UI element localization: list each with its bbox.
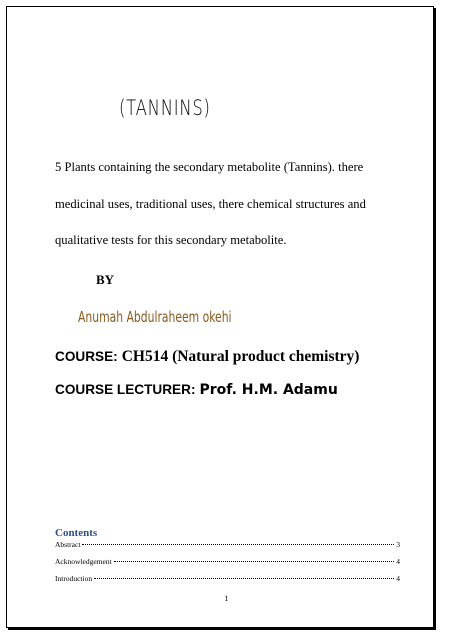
toc-entry-abstract[interactable]	[55, 540, 400, 557]
toc-leader-dots	[82, 544, 394, 545]
toc-entry-page: 4	[396, 574, 400, 583]
toc-leader-dots	[114, 561, 395, 562]
toc-entry-page: 4	[396, 557, 400, 566]
toc-entry-label: Introduction	[55, 574, 93, 583]
author-name: Anumah Abdulraheem okehi	[78, 308, 232, 326]
subject-line-1: 5 Plants containing the secondary metabolite (Tannins). there	[55, 160, 364, 174]
lecturer-value: Prof. H.M. Adamu	[199, 382, 338, 398]
subject-line-2: medicinal uses, traditional uses, there chemical structures and	[55, 197, 366, 211]
subject-line-3: qualitative tests for this secondary metabolite.	[55, 233, 287, 247]
toc-entry-introduction[interactable]	[55, 574, 400, 591]
toc-entry-label: Acknowledgement	[55, 557, 112, 566]
toc-entry-page: 3	[396, 540, 400, 549]
course-label: COURSE:	[55, 349, 118, 364]
toc-entry-label: Abstract	[55, 540, 81, 549]
course-line	[55, 348, 359, 366]
toc-leader-dots	[94, 578, 394, 579]
document-title: (TANNINS)	[119, 96, 211, 120]
by-label: BY	[96, 272, 115, 287]
contents-heading: Contents	[55, 527, 98, 539]
lecturer-line	[55, 381, 338, 399]
course-value: CH514 (Natural product chemistry)	[121, 348, 360, 365]
table-of-contents	[55, 540, 400, 591]
toc-entry-acknowledgement[interactable]	[55, 557, 400, 574]
page-number: 1	[224, 594, 229, 603]
lecturer-label: COURSE LECTURER:	[55, 382, 196, 397]
